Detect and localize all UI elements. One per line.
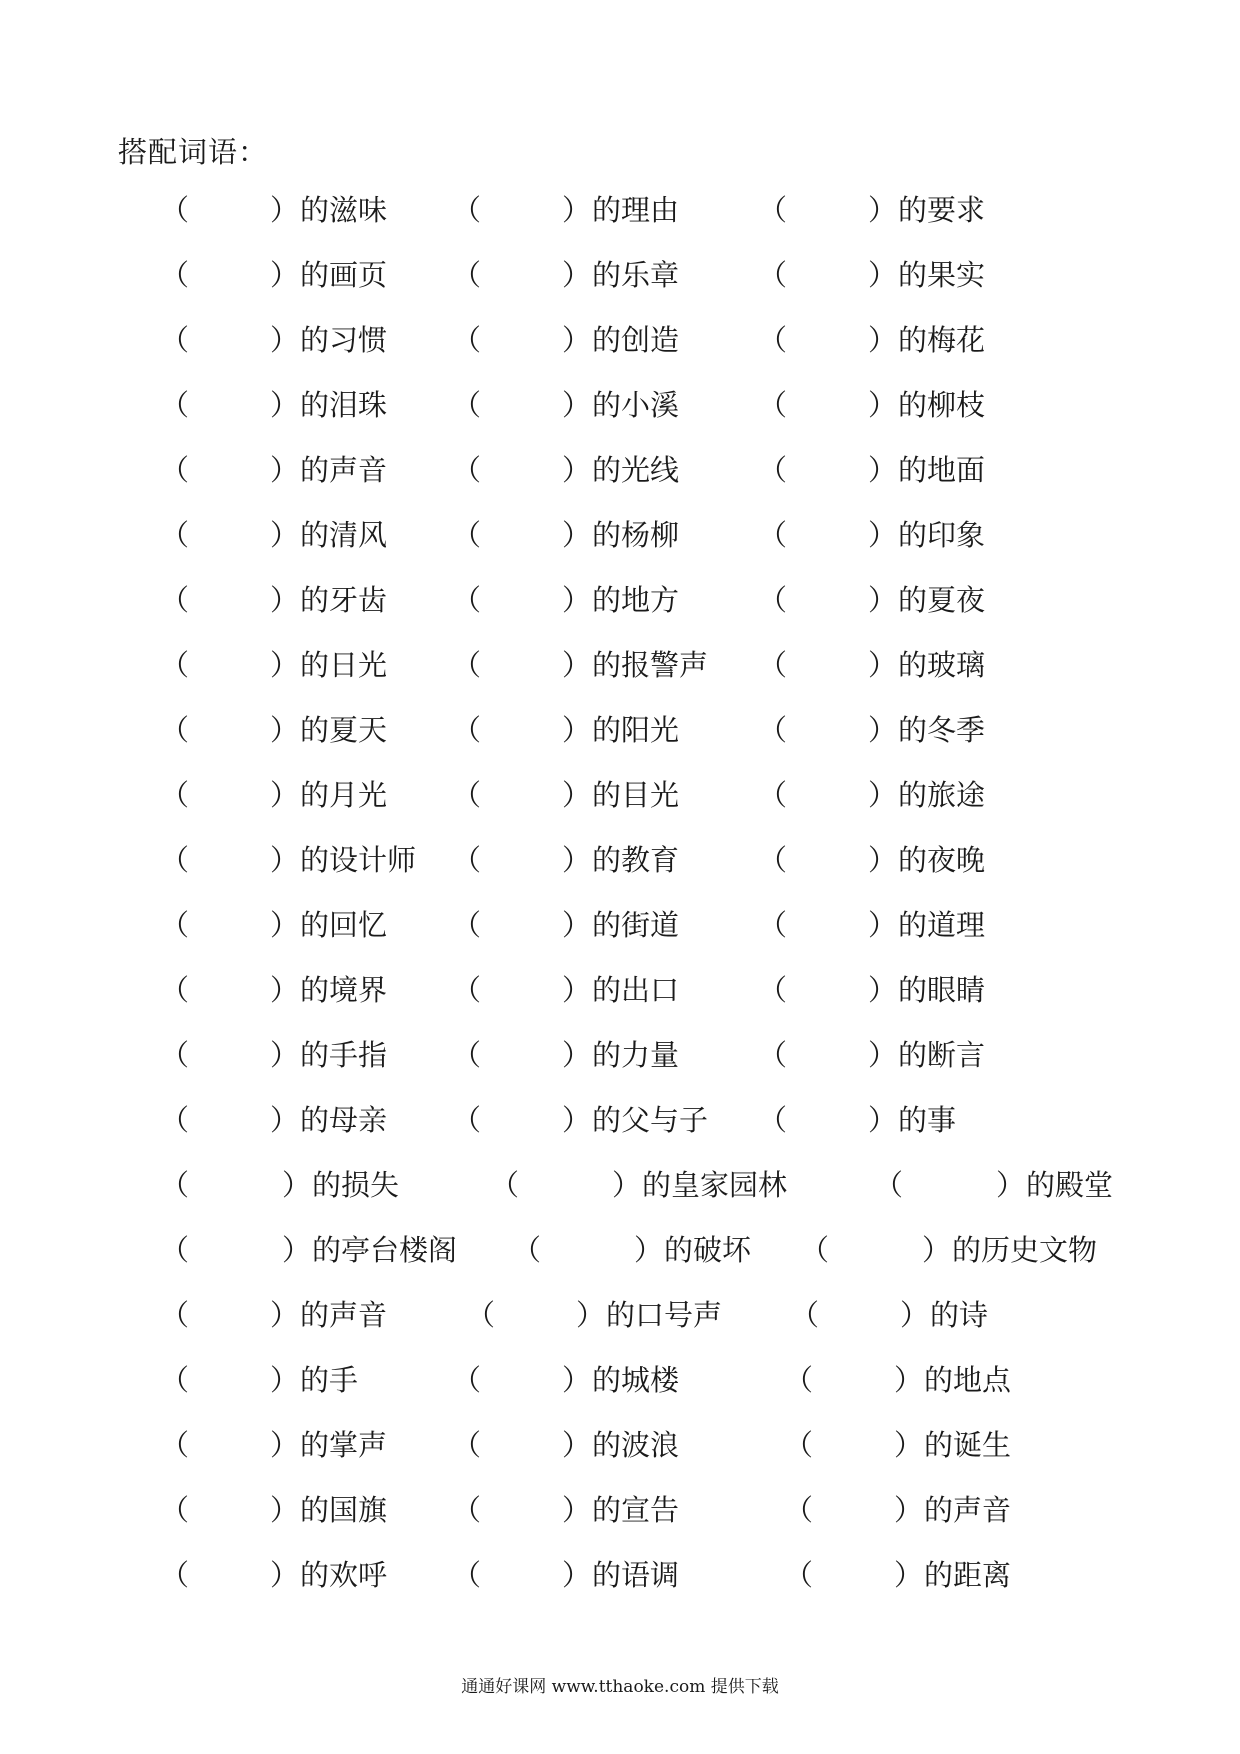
open-bracket: （ xyxy=(758,843,788,877)
open-bracket: （ xyxy=(160,193,190,227)
target-word: 的创造 xyxy=(592,323,680,357)
target-word: 的母亲 xyxy=(300,1103,388,1137)
open-bracket: （ xyxy=(452,713,482,747)
open-bracket: （ xyxy=(800,1233,830,1267)
target-word: 的诞生 xyxy=(924,1428,1012,1462)
open-bracket: （ xyxy=(758,193,788,227)
target-word: 的声音 xyxy=(924,1493,1012,1527)
open-bracket: （ xyxy=(758,908,788,942)
target-word: 的语调 xyxy=(592,1558,680,1592)
close-bracket: ） xyxy=(270,1298,300,1332)
close-bracket: ） xyxy=(634,1233,664,1267)
open-bracket: （ xyxy=(490,1168,520,1202)
exercise-item xyxy=(758,580,985,620)
target-word: 的牙齿 xyxy=(300,583,388,617)
close-bracket: ） xyxy=(270,1103,300,1137)
close-bracket: ） xyxy=(900,1298,930,1332)
close-bracket: ） xyxy=(562,583,592,617)
target-word: 的印象 xyxy=(898,518,986,552)
open-bracket: （ xyxy=(452,1363,482,1397)
exercise-item xyxy=(452,1360,679,1400)
exercise-row xyxy=(0,1425,1240,1490)
close-bracket: ） xyxy=(562,388,592,422)
close-bracket: ） xyxy=(270,583,300,617)
open-bracket: （ xyxy=(874,1168,904,1202)
close-bracket: ） xyxy=(270,1558,300,1592)
close-bracket: ） xyxy=(270,388,300,422)
close-bracket: ） xyxy=(996,1168,1026,1202)
open-bracket: （ xyxy=(160,778,190,812)
target-word: 的皇家园林 xyxy=(642,1168,788,1202)
close-bracket: ） xyxy=(894,1558,924,1592)
exercise-item xyxy=(160,1295,387,1335)
target-word: 的夏天 xyxy=(300,713,388,747)
target-word: 的掌声 xyxy=(300,1428,388,1462)
close-bracket: ） xyxy=(922,1233,952,1267)
close-bracket: ） xyxy=(868,583,898,617)
close-bracket: ） xyxy=(868,908,898,942)
close-bracket: ） xyxy=(562,778,592,812)
target-word: 的力量 xyxy=(592,1038,680,1072)
exercise-item xyxy=(452,255,679,295)
close-bracket: ） xyxy=(562,193,592,227)
exercise-item xyxy=(160,255,387,295)
exercise-row xyxy=(0,1165,1240,1230)
exercise-item xyxy=(160,190,387,230)
target-word: 的画页 xyxy=(300,258,388,292)
open-bracket: （ xyxy=(452,1103,482,1137)
open-bracket: （ xyxy=(160,1168,190,1202)
target-word: 的光线 xyxy=(592,453,680,487)
open-bracket: （ xyxy=(160,1103,190,1137)
exercise-item xyxy=(452,515,679,555)
open-bracket: （ xyxy=(758,973,788,1007)
exercise-row xyxy=(0,710,1240,775)
target-word: 的亭台楼阁 xyxy=(312,1233,458,1267)
target-word: 的玻璃 xyxy=(898,648,986,682)
exercise-item xyxy=(452,775,679,815)
close-bracket: ） xyxy=(868,1103,898,1137)
open-bracket: （ xyxy=(452,843,482,877)
target-word: 的小溪 xyxy=(592,388,680,422)
target-word: 的目光 xyxy=(592,778,680,812)
exercise-item xyxy=(452,710,679,750)
open-bracket: （ xyxy=(160,1298,190,1332)
exercise-item xyxy=(160,710,387,750)
open-bracket: （ xyxy=(452,258,482,292)
open-bracket: （ xyxy=(758,518,788,552)
exercise-item xyxy=(452,190,679,230)
target-word: 的事 xyxy=(898,1103,957,1137)
exercise-item xyxy=(160,515,387,555)
exercise-item xyxy=(758,255,985,295)
close-bracket: ） xyxy=(868,388,898,422)
open-bracket: （ xyxy=(452,908,482,942)
close-bracket: ） xyxy=(562,713,592,747)
exercise-item xyxy=(160,840,416,880)
close-bracket: ） xyxy=(270,908,300,942)
open-bracket: （ xyxy=(160,1558,190,1592)
open-bracket: （ xyxy=(160,713,190,747)
exercise-item xyxy=(160,970,387,1010)
open-bracket: （ xyxy=(160,323,190,357)
exercise-item xyxy=(758,1035,985,1075)
close-bracket: ） xyxy=(270,518,300,552)
target-word: 的诗 xyxy=(930,1298,989,1332)
open-bracket: （ xyxy=(160,648,190,682)
open-bracket: （ xyxy=(452,1428,482,1462)
exercise-item xyxy=(160,450,387,490)
open-bracket: （ xyxy=(758,1038,788,1072)
open-bracket: （ xyxy=(452,518,482,552)
close-bracket: ） xyxy=(562,648,592,682)
close-bracket: ） xyxy=(270,973,300,1007)
open-bracket: （ xyxy=(452,1558,482,1592)
exercise-item xyxy=(758,905,985,945)
exercise-item xyxy=(758,775,985,815)
target-word: 的城楼 xyxy=(592,1363,680,1397)
exercise-item xyxy=(160,385,387,425)
open-bracket: （ xyxy=(452,1493,482,1527)
target-word: 的月光 xyxy=(300,778,388,812)
target-word: 的设计师 xyxy=(300,843,417,877)
target-word: 的地面 xyxy=(898,453,986,487)
exercise-row xyxy=(0,970,1240,1035)
exercise-row xyxy=(0,190,1240,255)
target-word: 的理由 xyxy=(592,193,680,227)
exercise-item xyxy=(784,1555,1011,1595)
target-word: 的手 xyxy=(300,1363,359,1397)
target-word: 的街道 xyxy=(592,908,680,942)
exercise-item xyxy=(452,1425,679,1465)
target-word: 的地点 xyxy=(924,1363,1012,1397)
open-bracket: （ xyxy=(160,1363,190,1397)
target-word: 的声音 xyxy=(300,1298,388,1332)
target-word: 的地方 xyxy=(592,583,680,617)
target-word: 的波浪 xyxy=(592,1428,680,1462)
exercise-item xyxy=(512,1230,751,1270)
exercise-item xyxy=(160,645,387,685)
open-bracket: （ xyxy=(160,1493,190,1527)
close-bracket: ） xyxy=(270,713,300,747)
open-bracket: （ xyxy=(160,1233,190,1267)
close-bracket: ） xyxy=(576,1298,606,1332)
target-word: 的宣告 xyxy=(592,1493,680,1527)
open-bracket: （ xyxy=(452,648,482,682)
open-bracket: （ xyxy=(758,388,788,422)
close-bracket: ） xyxy=(562,908,592,942)
close-bracket: ） xyxy=(270,453,300,487)
exercise-row xyxy=(0,840,1240,905)
close-bracket: ） xyxy=(868,778,898,812)
exercise-item xyxy=(758,710,985,750)
exercise-row xyxy=(0,905,1240,970)
open-bracket: （ xyxy=(160,388,190,422)
exercise-row xyxy=(0,1100,1240,1165)
target-word: 的眼睛 xyxy=(898,973,986,1007)
target-word: 的手指 xyxy=(300,1038,388,1072)
exercise-item xyxy=(160,1360,358,1400)
close-bracket: ） xyxy=(562,1103,592,1137)
close-bracket: ） xyxy=(282,1168,312,1202)
exercise-row xyxy=(0,1035,1240,1100)
target-word: 的口号声 xyxy=(606,1298,723,1332)
target-word: 的滋味 xyxy=(300,193,388,227)
close-bracket: ） xyxy=(562,1558,592,1592)
open-bracket: （ xyxy=(160,1428,190,1462)
target-word: 的梅花 xyxy=(898,323,986,357)
close-bracket: ） xyxy=(270,258,300,292)
close-bracket: ） xyxy=(868,648,898,682)
exercise-item xyxy=(160,1230,457,1270)
exercise-row xyxy=(0,515,1240,580)
exercise-item xyxy=(160,905,387,945)
target-word: 的破坏 xyxy=(664,1233,752,1267)
exercise-item xyxy=(490,1165,787,1205)
open-bracket: （ xyxy=(784,1558,814,1592)
close-bracket: ） xyxy=(270,193,300,227)
open-bracket: （ xyxy=(160,453,190,487)
target-word: 的杨柳 xyxy=(592,518,680,552)
target-word: 的旅途 xyxy=(898,778,986,812)
close-bracket: ） xyxy=(562,258,592,292)
exercise-item xyxy=(452,970,679,1010)
close-bracket: ） xyxy=(868,193,898,227)
exercise-item xyxy=(452,905,679,945)
target-word: 的欢呼 xyxy=(300,1558,388,1592)
open-bracket: （ xyxy=(784,1363,814,1397)
target-word: 的回忆 xyxy=(300,908,388,942)
open-bracket: （ xyxy=(160,583,190,617)
open-bracket: （ xyxy=(784,1428,814,1462)
open-bracket: （ xyxy=(758,1103,788,1137)
exercise-row xyxy=(0,1295,1240,1360)
close-bracket: ） xyxy=(562,1038,592,1072)
open-bracket: （ xyxy=(160,973,190,1007)
exercise-item xyxy=(160,1035,387,1075)
exercise-item xyxy=(452,320,679,360)
page-title: 搭配词语： xyxy=(118,135,269,169)
target-word: 的境界 xyxy=(300,973,388,1007)
target-word: 的习惯 xyxy=(300,323,388,357)
target-word: 的父与子 xyxy=(592,1103,709,1137)
close-bracket: ） xyxy=(270,1038,300,1072)
target-word: 的果实 xyxy=(898,258,986,292)
target-word: 的出口 xyxy=(592,973,680,1007)
exercise-row xyxy=(0,1490,1240,1555)
target-word: 的要求 xyxy=(898,193,986,227)
open-bracket: （ xyxy=(758,453,788,487)
open-bracket: （ xyxy=(758,648,788,682)
open-bracket: （ xyxy=(758,583,788,617)
target-word: 的声音 xyxy=(300,453,388,487)
exercise-row xyxy=(0,1360,1240,1425)
close-bracket: ） xyxy=(562,518,592,552)
close-bracket: ） xyxy=(562,973,592,1007)
exercise-item xyxy=(790,1295,988,1335)
exercise-item xyxy=(452,580,679,620)
exercise-item xyxy=(758,385,985,425)
exercise-row xyxy=(0,385,1240,450)
target-word: 的报警声 xyxy=(592,648,709,682)
open-bracket: （ xyxy=(758,323,788,357)
close-bracket: ） xyxy=(562,323,592,357)
close-bracket: ） xyxy=(562,453,592,487)
exercise-item xyxy=(800,1230,1097,1270)
exercise-item xyxy=(452,1035,679,1075)
close-bracket: ） xyxy=(868,973,898,1007)
close-bracket: ） xyxy=(868,843,898,877)
exercise-row xyxy=(0,775,1240,840)
open-bracket: （ xyxy=(758,713,788,747)
exercise-item xyxy=(452,1100,708,1140)
exercise-item xyxy=(784,1360,1011,1400)
open-bracket: （ xyxy=(784,1493,814,1527)
close-bracket: ） xyxy=(894,1493,924,1527)
exercise-item xyxy=(160,1100,387,1140)
exercise-item xyxy=(758,645,985,685)
exercise-item xyxy=(758,450,985,490)
exercise-item xyxy=(452,450,679,490)
target-word: 的夜晚 xyxy=(898,843,986,877)
target-word: 的夏夜 xyxy=(898,583,986,617)
close-bracket: ） xyxy=(868,258,898,292)
exercise-item xyxy=(452,645,708,685)
target-word: 的道理 xyxy=(898,908,986,942)
footer-credit: 通通好课网 www.tthaoke.com 提供下载 xyxy=(461,1677,779,1697)
target-word: 的乐章 xyxy=(592,258,680,292)
open-bracket: （ xyxy=(452,1038,482,1072)
close-bracket: ） xyxy=(894,1428,924,1462)
exercise-row xyxy=(0,255,1240,320)
open-bracket: （ xyxy=(758,778,788,812)
exercise-item xyxy=(160,1165,399,1205)
close-bracket: ） xyxy=(562,1428,592,1462)
exercise-item xyxy=(452,1555,679,1595)
open-bracket: （ xyxy=(452,193,482,227)
open-bracket: （ xyxy=(452,778,482,812)
close-bracket: ） xyxy=(562,1363,592,1397)
target-word: 的泪珠 xyxy=(300,388,388,422)
open-bracket: （ xyxy=(160,518,190,552)
target-word: 的阳光 xyxy=(592,713,680,747)
close-bracket: ） xyxy=(270,1363,300,1397)
target-word: 的柳枝 xyxy=(898,388,986,422)
open-bracket: （ xyxy=(452,453,482,487)
exercise-item xyxy=(160,1425,387,1465)
open-bracket: （ xyxy=(452,388,482,422)
close-bracket: ） xyxy=(868,518,898,552)
word-matching-grid xyxy=(0,190,1240,1620)
close-bracket: ） xyxy=(270,1428,300,1462)
exercise-item xyxy=(758,515,985,555)
open-bracket: （ xyxy=(452,583,482,617)
open-bracket: （ xyxy=(452,323,482,357)
close-bracket: ） xyxy=(868,713,898,747)
exercise-row xyxy=(0,1230,1240,1295)
target-word: 的教育 xyxy=(592,843,680,877)
close-bracket: ） xyxy=(270,648,300,682)
exercise-item xyxy=(874,1165,1113,1205)
close-bracket: ） xyxy=(894,1363,924,1397)
exercise-item xyxy=(466,1295,722,1335)
exercise-item xyxy=(758,1100,956,1140)
exercise-row xyxy=(0,450,1240,515)
target-word: 的国旗 xyxy=(300,1493,388,1527)
target-word: 的历史文物 xyxy=(952,1233,1098,1267)
exercise-item xyxy=(784,1425,1011,1465)
close-bracket: ） xyxy=(868,323,898,357)
close-bracket: ） xyxy=(282,1233,312,1267)
exercise-row xyxy=(0,1555,1240,1620)
exercise-item xyxy=(758,840,985,880)
exercise-item xyxy=(758,970,985,1010)
close-bracket: ） xyxy=(868,453,898,487)
target-word: 的日光 xyxy=(300,648,388,682)
exercise-row xyxy=(0,580,1240,645)
exercise-item xyxy=(758,190,985,230)
target-word: 的冬季 xyxy=(898,713,986,747)
exercise-item xyxy=(160,775,387,815)
close-bracket: ） xyxy=(270,843,300,877)
exercise-item xyxy=(758,320,985,360)
target-word: 的损失 xyxy=(312,1168,400,1202)
target-word: 的距离 xyxy=(924,1558,1012,1592)
exercise-row xyxy=(0,320,1240,385)
close-bracket: ） xyxy=(612,1168,642,1202)
open-bracket: （ xyxy=(160,1038,190,1072)
exercise-item xyxy=(160,1555,387,1595)
open-bracket: （ xyxy=(160,258,190,292)
target-word: 的清风 xyxy=(300,518,388,552)
exercise-item xyxy=(452,840,679,880)
open-bracket: （ xyxy=(512,1233,542,1267)
exercise-row xyxy=(0,645,1240,710)
open-bracket: （ xyxy=(452,973,482,1007)
target-word: 的殿堂 xyxy=(1026,1168,1114,1202)
open-bracket: （ xyxy=(758,258,788,292)
close-bracket: ） xyxy=(270,1493,300,1527)
close-bracket: ） xyxy=(270,778,300,812)
open-bracket: （ xyxy=(160,843,190,877)
open-bracket: （ xyxy=(790,1298,820,1332)
close-bracket: ） xyxy=(868,1038,898,1072)
exercise-item xyxy=(452,1490,679,1530)
open-bracket: （ xyxy=(160,908,190,942)
close-bracket: ） xyxy=(562,1493,592,1527)
exercise-item xyxy=(160,1490,387,1530)
exercise-item xyxy=(784,1490,1011,1530)
close-bracket: ） xyxy=(270,323,300,357)
exercise-item xyxy=(452,385,679,425)
close-bracket: ） xyxy=(562,843,592,877)
exercise-item xyxy=(160,320,387,360)
target-word: 的断言 xyxy=(898,1038,986,1072)
open-bracket: （ xyxy=(466,1298,496,1332)
exercise-item xyxy=(160,580,387,620)
